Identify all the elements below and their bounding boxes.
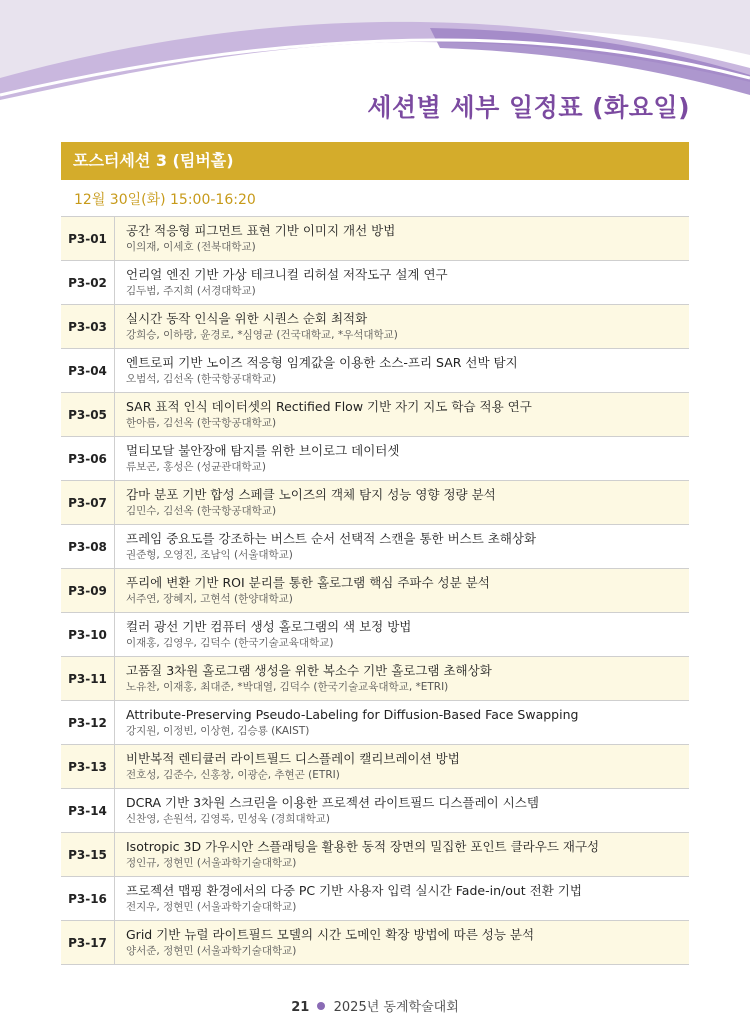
paper-title: 실시간 동작 인식을 위한 시퀀스 순회 최적화 [126, 311, 368, 326]
paper-title: 공간 적응형 피그먼트 표현 기반 이미지 개선 방법 [126, 223, 396, 238]
paper-title: 멀티모달 불안장애 탐지를 위한 브이로그 데이터셋 [126, 443, 400, 458]
table-row [61, 745, 689, 789]
paper-title: 감마 분포 기반 합성 스페클 노이즈의 객체 탐지 성능 영향 정량 분석 [126, 487, 496, 502]
paper-code: P3-11 [61, 657, 115, 700]
page-footer [0, 996, 750, 1015]
paper-content [115, 261, 689, 304]
paper-authors: 전지우, 정현민 (서울과학기술대학교) [126, 901, 297, 913]
paper-authors: 이의재, 이세호 (전북대학교) [126, 241, 256, 253]
paper-content [115, 305, 689, 348]
paper-content [115, 217, 689, 260]
paper-title: 푸리에 변환 기반 ROI 분리를 통한 홀로그램 핵심 주파수 성분 분석 [126, 575, 490, 590]
paper-title: 엔트로피 기반 노이즈 적응형 임계값을 이용한 소스-프리 SAR 선박 탐지 [126, 355, 518, 370]
event-name: 2025년 동계학술대회 [333, 1000, 459, 1015]
table-row [61, 393, 689, 437]
paper-code: P3-14 [61, 789, 115, 832]
paper-content [115, 481, 689, 524]
paper-code: P3-07 [61, 481, 115, 524]
paper-code: P3-04 [61, 349, 115, 392]
paper-content [115, 789, 689, 832]
paper-authors: 권준형, 오영진, 조남익 (서울대학교) [126, 549, 293, 561]
paper-title: Grid 기반 뉴럴 라이트필드 모델의 시간 도메인 확장 방법에 따른 성능 분석 [126, 927, 535, 942]
paper-code: P3-01 [61, 217, 115, 260]
paper-authors: 이재홍, 김영우, 김덕수 (한국기술교육대학교) [126, 637, 334, 649]
paper-content [115, 745, 689, 788]
paper-code: P3-10 [61, 613, 115, 656]
paper-authors: 김민수, 김선옥 (한국항공대학교) [126, 505, 277, 517]
paper-authors: 강지원, 이정빈, 이상현, 김승룡 (KAIST) [126, 725, 310, 737]
paper-authors: 한아름, 김선옥 (한국항공대학교) [126, 417, 277, 429]
session-time: 12월 30일(화) 15:00-16:20 [74, 192, 256, 208]
paper-content [115, 657, 689, 700]
paper-code: P3-15 [61, 833, 115, 876]
paper-authors: 강희승, 이하랑, 윤경로, *심영균 (건국대학교, *우석대학교) [126, 329, 398, 341]
paper-authors: 양서준, 정현민 (서울과학기술대학교) [126, 945, 297, 957]
paper-content [115, 613, 689, 656]
paper-content [115, 437, 689, 480]
paper-title: 언리얼 엔진 기반 가상 테크니컬 리허설 저작도구 설계 연구 [126, 267, 448, 282]
session-header: 포스터세션 3 (팀버홀) [61, 142, 689, 180]
paper-code: P3-16 [61, 877, 115, 920]
paper-code: P3-06 [61, 437, 115, 480]
paper-content [115, 921, 689, 964]
paper-authors: 전호성, 김준수, 신홍창, 이광순, 추현곤 (ETRI) [126, 769, 340, 781]
paper-title: SAR 표적 인식 데이터셋의 Rectified Flow 기반 자기 지도 학습 적용 연구 [126, 399, 532, 414]
paper-code: P3-13 [61, 745, 115, 788]
paper-code: P3-05 [61, 393, 115, 436]
table-row [61, 481, 689, 525]
paper-authors: 서주연, 장혜지, 고현석 (한양대학교) [126, 593, 293, 605]
paper-content [115, 877, 689, 920]
paper-code: P3-12 [61, 701, 115, 744]
paper-content [115, 833, 689, 876]
paper-code: P3-17 [61, 921, 115, 964]
paper-authors: 신찬영, 손원석, 김영록, 민성욱 (경희대학교) [126, 813, 330, 825]
paper-title: 컬러 광선 기반 컴퓨터 생성 홀로그램의 색 보정 방법 [126, 619, 412, 634]
paper-content [115, 393, 689, 436]
paper-content [115, 569, 689, 612]
paper-content [115, 525, 689, 568]
table-row [61, 921, 689, 965]
paper-content [115, 701, 689, 744]
paper-code: P3-03 [61, 305, 115, 348]
table-row [61, 701, 689, 745]
paper-code: P3-09 [61, 569, 115, 612]
table-row [61, 789, 689, 833]
table-row [61, 877, 689, 921]
paper-title: 프레임 중요도를 강조하는 버스트 순서 선택적 스캔을 통한 버스트 초해상화 [126, 531, 537, 546]
table-row [61, 525, 689, 569]
paper-content [115, 349, 689, 392]
paper-code: P3-08 [61, 525, 115, 568]
paper-title: 프로젝션 맵핑 환경에서의 다중 PC 기반 사용자 입력 실시간 Fade-in/out 전환 기법 [126, 883, 582, 898]
page-title: 세션별 세부 일정표 (화요일) [367, 93, 690, 122]
paper-title: 고품질 3차원 홀로그램 생성을 위한 복소수 기반 홀로그램 초해상화 [126, 663, 492, 678]
paper-title: Isotropic 3D 가우시안 스플래팅을 활용한 동적 장면의 밀집한 포인트 클라우드 재구성 [126, 839, 600, 854]
poster-table [61, 216, 689, 965]
paper-authors: 정인규, 정현민 (서울과학기술대학교) [126, 857, 297, 869]
paper-authors: 류보곤, 홍성은 (성균관대학교) [126, 461, 266, 473]
paper-title: 비반복적 렌티큘러 라이트필드 디스플레이 캘리브레이션 방법 [126, 751, 460, 766]
bullet-dot-icon [317, 1002, 325, 1010]
table-row [61, 613, 689, 657]
table-row [61, 437, 689, 481]
paper-title: Attribute-Preserving Pseudo-Labeling for Diffusion-Based Face Swapping [126, 707, 579, 722]
table-row [61, 657, 689, 701]
paper-code: P3-02 [61, 261, 115, 304]
table-row [61, 305, 689, 349]
table-row [61, 349, 689, 393]
paper-authors: 오범석, 김선옥 (한국항공대학교) [126, 373, 277, 385]
table-row [61, 569, 689, 613]
paper-authors: 김두범, 주지희 (서경대학교) [126, 285, 256, 297]
paper-title: DCRA 기반 3차원 스크린을 이용한 프로젝션 라이트필드 디스플레이 시스템 [126, 795, 539, 810]
table-row [61, 217, 689, 261]
table-row [61, 833, 689, 877]
table-row [61, 261, 689, 305]
page-number: 21 [291, 1000, 310, 1015]
paper-authors: 노유찬, 이재홍, 최대준, *박대열, 김덕수 (한국기술교육대학교, *ETRI) [126, 681, 449, 693]
